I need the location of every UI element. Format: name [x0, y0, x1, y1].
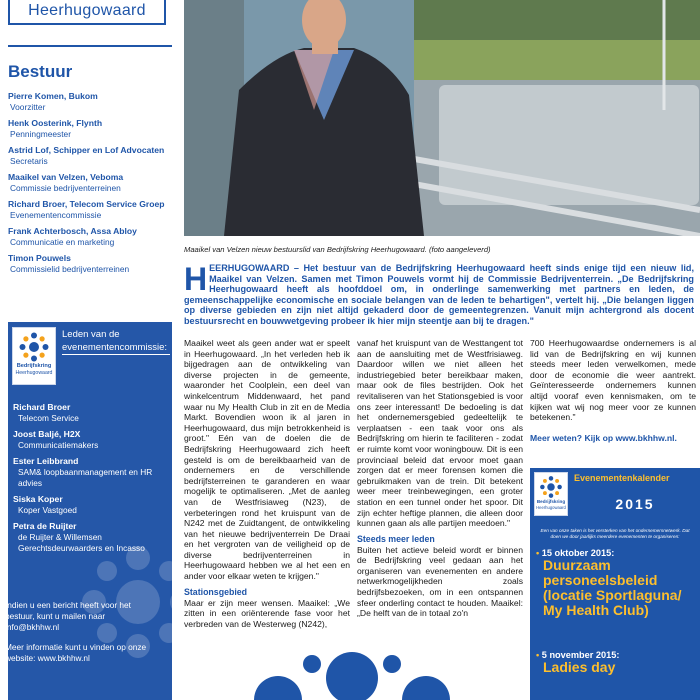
member-name: Petra de Ruijter: [13, 521, 77, 531]
commissie-member: [13, 402, 169, 424]
bedrijfskring-logo-icon: [18, 331, 50, 363]
member-role: SAM& loopbaanmanagement en HR advies: [18, 467, 153, 488]
member-name: Maaikel van Velzen, Veboma: [8, 172, 124, 182]
paragraph: Maaikel weet als geen ander wat er speelt in Heerhugowaard. „In het verleden heb ik bijgedragen aan de ontwikkeling van diverse projecten in de gemeente, waaronder het Coolplein, een deel van winkelcentrum Middenwaard, het pand waar nu My Health Club in zit en de Media Markt. Bovendien woon ik al jaren in Heerhugowaard, dus mijn betrokkenheid is groot." Eén van de doelen die de Bedrijfskring Heerhugowaard zich heeft gesteld is om de bereikbaarheid van de ondernemers en de verschillende bedrijfsterreinen te garanderen en waar mogelijk te optimaliseren. „Met de aanleg van de Westfrisiaweg (N23), de verbeteringen rond het kruispunt van de N242 met de Zuidtangent, de ontwikkeling van het nieuwe bedrijventerrein De Draai en het vergroten van de veiligheid op de diverse bedrijventerreinen in Heerhugowaard hebben we al het een en ander voor elkaar weten te krijgen.": [184, 338, 350, 582]
event-title: Duurzaam personeelsbeleid (locatie Sportlaguna/ My Health Club): [543, 557, 682, 618]
drop-cap: H: [184, 261, 208, 297]
bestuur-member: [8, 226, 172, 248]
member-name: Henk Oosterink, Flynth: [8, 118, 103, 128]
event-date: 5 november 2015:: [541, 650, 620, 660]
bestuur-member: [8, 145, 172, 167]
masthead-logo: [8, 0, 166, 25]
paragraph: vanaf het kruispunt van de Westtangent tot aan de aansluiting met de Westfrisiaweg. Daardoor willen we niet alleen het industriegebied beter bereikbaar maken, maar ook de files bestrijden. Ook het revitaliseren van het Stationsgebied is voor ons zeer interessant! De bedoeling is dat het ondernemersgebied gedeeltelijk te verplaatsen - een taak voor ons als Bedrijfskring om hierin te faciliteren - zodat er ruimte komt voor woningbouw. Dit is een provinciaal beleid dat ervoor moet gaan zorgen dat er meer forensen komen die gebruikmaken van de trein. Dit betekent weer meer treinbewegingen, een groter station en een tunnel onder het spoor. Dit zijn echter heftige plannen, die alleen door kunnen gaan als alle partijen meedoen.": [357, 338, 523, 529]
commissie-member: [13, 456, 169, 489]
member-name: Astrid Lof, Schipper en Lof Advocaten: [8, 145, 165, 155]
member-name: Pierre Komen, Bukom: [8, 91, 98, 101]
evenementenkalender: [530, 468, 700, 700]
member-role: Telecom Service: [18, 413, 79, 423]
divider: [62, 354, 170, 355]
calendar-intro: Een van onze taken is het versterken van het ondernemersnetwerk. Dat doen we door jaarlijks meerdere evenementen te organiseren:: [540, 528, 690, 540]
paragraph: 700 Heerhugowaardse ondernemers is al lid van de Bedrijfskring en wij kunnen steeds meer leden verwelkomen, mede door de economie die weer aantrekt. Geïnteresseerde ondernemers kunnen altijd vooraf even kennismaken, om te kijken wat wij nog meer voor ze kunnen betekenen.": [530, 338, 696, 423]
divider: [8, 45, 172, 47]
website-note: Meer informatie kunt u vinden op onze website: www.bkhhw.nl: [5, 642, 147, 663]
commissie-member: [13, 494, 169, 516]
badge-line2: Heerhugowaard: [15, 369, 53, 376]
website-link[interactable]: Meer weten? Kijk op www.bkhhw.nl.: [530, 432, 677, 443]
member-role: Koper Vastgoed: [18, 505, 77, 515]
article-photo: [184, 0, 700, 236]
bestuur-title: Bestuur: [8, 62, 73, 81]
sidebar: [0, 0, 176, 700]
badge-line1: Bedrijfskring: [536, 499, 566, 504]
bestuur-member: [8, 172, 172, 194]
portrait-photo-illustration: [184, 0, 700, 236]
paragraph: Buiten het actieve beleid wordt er binnen de Bedrijfskring veel gedaan aan het organiseren van evenementen en andere netwerkmogelijkheden zoals bedrijfsbezoeken, om in een ontspannen sfeer onderling contact te houden. Maaikel: „De helft van de in totaal zo'n: [357, 544, 523, 619]
bedrijfskring-badge: [12, 327, 56, 385]
member-role: Communicatiemakers: [18, 440, 99, 450]
member-role: de Ruijter & Willemsen Gerechtsdeurwaarders en Incasso: [18, 532, 145, 553]
member-name: Ester Leibbrand: [13, 456, 79, 466]
member-role: Voorzitter: [10, 102, 46, 112]
member-role: Evenementencommissie: [10, 210, 102, 220]
contact-note: [5, 600, 161, 673]
member-role: Secretaris: [10, 156, 48, 166]
masthead-logo-text: Heerhugowaard: [28, 2, 146, 19]
badge-line2: Heerhugowaard: [536, 504, 566, 510]
bestuur-section: [8, 62, 172, 280]
article-column-1: [184, 338, 350, 629]
bedrijfskring-large-logo-icon: [222, 630, 482, 700]
member-role: Penningmeester: [10, 129, 71, 139]
article-column-2: [357, 338, 523, 619]
paragraph: Maar er zijn meer wensen. Maaikel: „We zitten in een oriënterende fase voor het verbreden van de Westerweg (N242),: [184, 597, 350, 629]
title-line1: Leden van de: [62, 329, 120, 340]
calendar-event: [536, 548, 696, 618]
calendar-event: [536, 650, 696, 675]
photo-caption: Maaikel van Velzen nieuw bestuurslid van Bedrijfskring Heerhugowaard. (foto aangeleverd): [184, 245, 491, 254]
commissie-member: [13, 429, 169, 451]
event-date: 15 oktober 2015:: [541, 548, 615, 558]
lead-text: EERHUGOWAARD – Het bestuur van de Bedrijfskring Heerhugowaard heeft sinds enige tijd een nieuw lid, Maaikel van Velzen. Samen met Timon Pouwels vormt hij de Commissie Bedrijventerrein. „De Bedrijfskring Heerhugowaard heeft als hoofddoel om, in onderlinge samenwerking met partners en leden, de gemeenschappelijke economische en sociale belangen van de leden te behartigen", vertelt hij. „Die belangen liggen op diverse gebieden en zijn niet altijd gekaderd door de gemeentegrenzen. Vanuit mijn achtergrond als docent bestuursrecht en bouwwetgeving probeer ik hier mijn steentje aan bij te dragen.": [184, 263, 694, 326]
calendar-year: 2015: [615, 496, 655, 512]
bestuur-member: [8, 91, 172, 113]
bedrijfskring-logo-icon: [539, 475, 563, 499]
bestuur-member: [8, 118, 172, 140]
evenementencommissie-list: [13, 402, 169, 559]
member-name: Richard Broer: [13, 402, 71, 412]
member-role: Commissie bedrijventerreinen: [10, 183, 121, 193]
member-name: Frank Achterbosch, Assa Abloy: [8, 226, 137, 236]
article-column-3: [530, 338, 696, 443]
bedrijfskring-badge: [534, 472, 568, 516]
bullet-icon: •: [536, 548, 540, 558]
event-title: Ladies day: [543, 659, 616, 675]
bullet-icon: •: [536, 650, 540, 660]
member-name: Timon Pouwels: [8, 253, 71, 263]
subheading: Steeds meer leden: [357, 533, 435, 544]
calendar-title: Evenementenkalender: [574, 473, 670, 483]
title-line2: evenementencommissie:: [62, 342, 168, 353]
contact-email-note: Indien u een bericht heeft voor het bestuur, kunt u mailen naar info@bkhhw.nl: [5, 600, 131, 632]
article-lead: [184, 263, 694, 327]
bestuur-member: [8, 199, 172, 221]
member-name: Richard Broer, Telecom Service Groep: [8, 199, 165, 209]
member-name: Siska Koper: [13, 494, 63, 504]
evenementencommissie-title: [62, 328, 167, 354]
badge-line1: Bedrijfskring: [16, 363, 52, 369]
member-role: Commissielid bedrijventerreinen: [10, 264, 130, 274]
bestuur-member: [8, 253, 172, 275]
commissie-member: [13, 521, 169, 554]
subheading: Stationsgebied: [184, 586, 248, 597]
member-name: Joost Baljé, H2X: [13, 429, 81, 439]
member-role: Communicatie en marketing: [10, 237, 115, 247]
